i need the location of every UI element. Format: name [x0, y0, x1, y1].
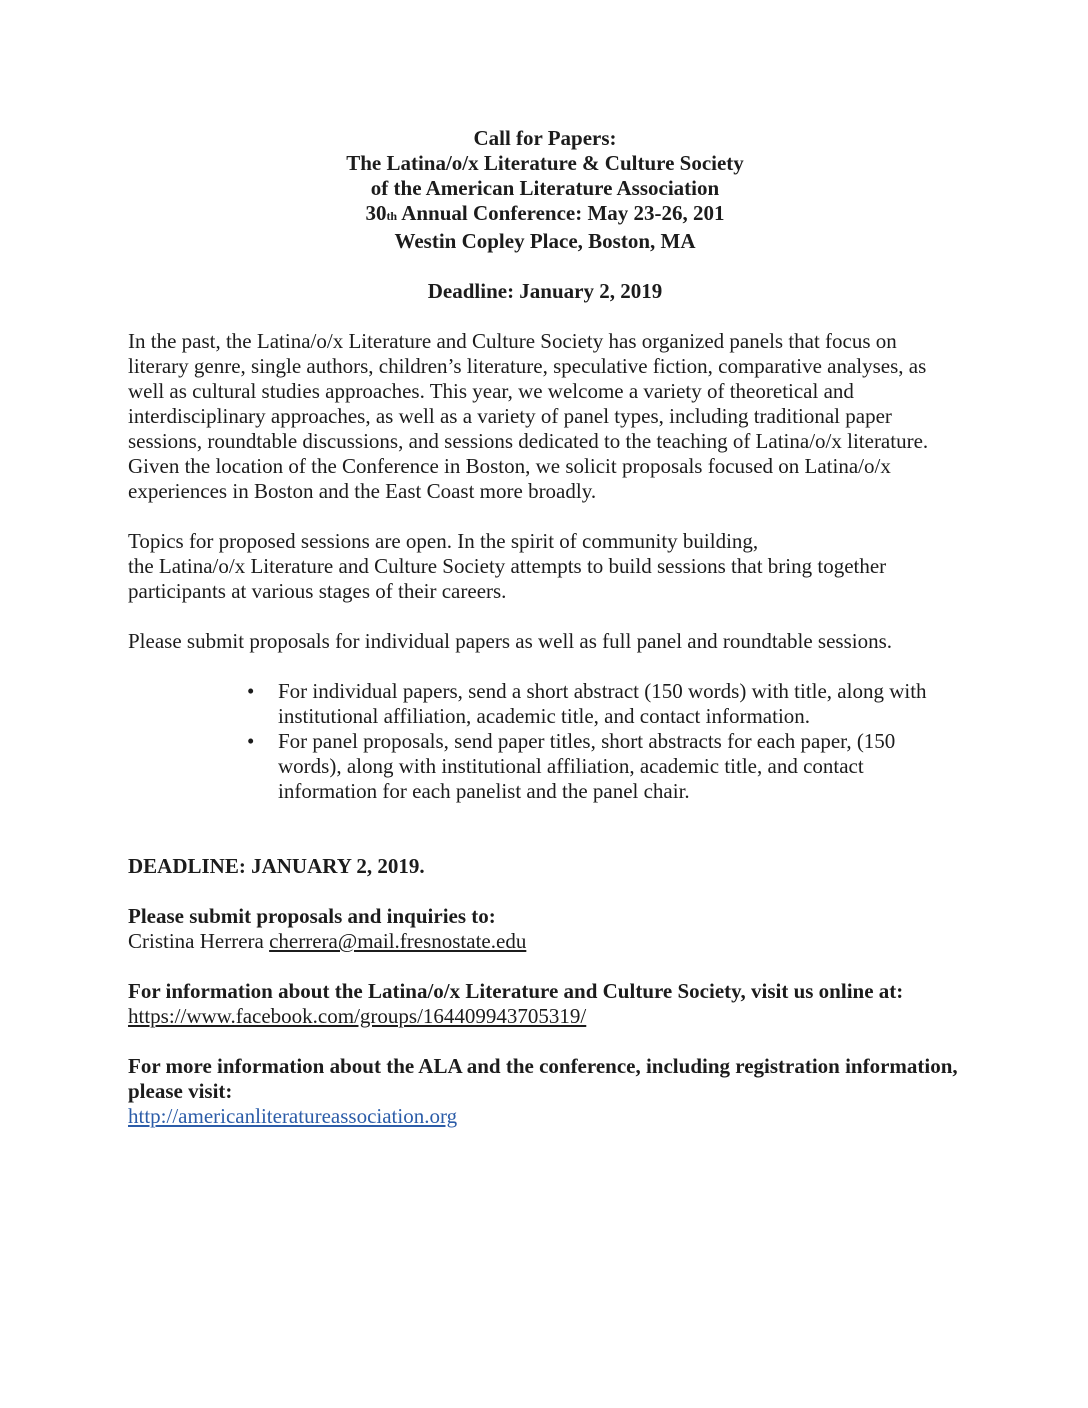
society-info-text: For information about the Latina/o/x Literature and Culture Society, visit us online at: [128, 979, 904, 1003]
conference-ordinal: th [386, 209, 398, 223]
topics-paragraph-rest: the Latina/o/x Literature and Culture Society attempts to build sessions that bring together participants at various stages of their careers. [128, 554, 887, 603]
ala-info-text: For more information about the ALA and the conference, including registration information, please visit: [128, 1054, 958, 1103]
header-venue: Westin Copley Place, Boston, MA [394, 229, 696, 253]
submit-inquiries-heading: Please submit proposals and inquiries to: [128, 904, 496, 928]
contact-block [128, 904, 962, 954]
ala-info-block [128, 1054, 962, 1129]
contact-name: Cristina Herrera [128, 929, 270, 953]
proposal-requirements-list [128, 679, 962, 804]
conference-dates: Annual Conference: May 23-26, 201 [397, 201, 725, 225]
deadline-heading: Deadline: January 2, 2019 [427, 279, 663, 303]
ala-link-line [128, 1104, 962, 1129]
header-call-for-papers: Call for Papers: [473, 126, 617, 150]
header-society-name: The Latina/o/x Literature & Culture Society [346, 151, 744, 175]
ala-website-link[interactable]: http://americanliteratureassociation.org [128, 1104, 458, 1128]
society-info-block [128, 979, 962, 1029]
header-association-name: of the American Literature Association [370, 176, 720, 200]
topics-paragraph [128, 529, 962, 604]
topics-paragraph-line1: Topics for proposed sessions are open. In the spirit of community building, [128, 529, 759, 553]
facebook-group-link[interactable]: https://www.facebook.com/groups/164409943705319/ [128, 1004, 587, 1028]
list-item-panel-proposals: • For panel proposals, send paper titles, short abstracts for each paper, (150 words), along with institutional affiliation, academic title, and contact information for each panelist and the panel chair. [278, 729, 962, 804]
deadline-caps-line: DEADLINE: JANUARY 2, 2019. [128, 854, 425, 878]
list-item-individual-papers: • For individual papers, send a short abstract (150 words) with title, along with institutional affiliation, academic title, and contact information. [278, 679, 962, 729]
conference-number: 30 [365, 201, 387, 225]
document-header [128, 126, 962, 254]
header-conference-line [128, 201, 962, 229]
intro-paragraph: In the past, the Latina/o/x Literature and Culture Society has organized panels that focus on literary genre, single authors, children’s literature, speculative fiction, comparative analyses, as well as cultural studies approaches. This year, we welcome a variety of theoretical and interdisciplinary approaches, as well as a variety of panel types, including traditional paper sessions, roundtable discussions, and sessions dedicated to the teaching of Latina/o/x literature. Given the location of the Conference in Boston, we solicit proposals focused on Latina/o/x experiences in Boston and the East Coast more broadly. [128, 329, 929, 503]
submit-proposals-paragraph: Please submit proposals for individual papers as well as full panel and roundtable sessions. [128, 629, 893, 653]
contact-email-link[interactable]: cherrera@mail.fresnostate.edu [269, 929, 527, 953]
contact-line [128, 929, 962, 954]
